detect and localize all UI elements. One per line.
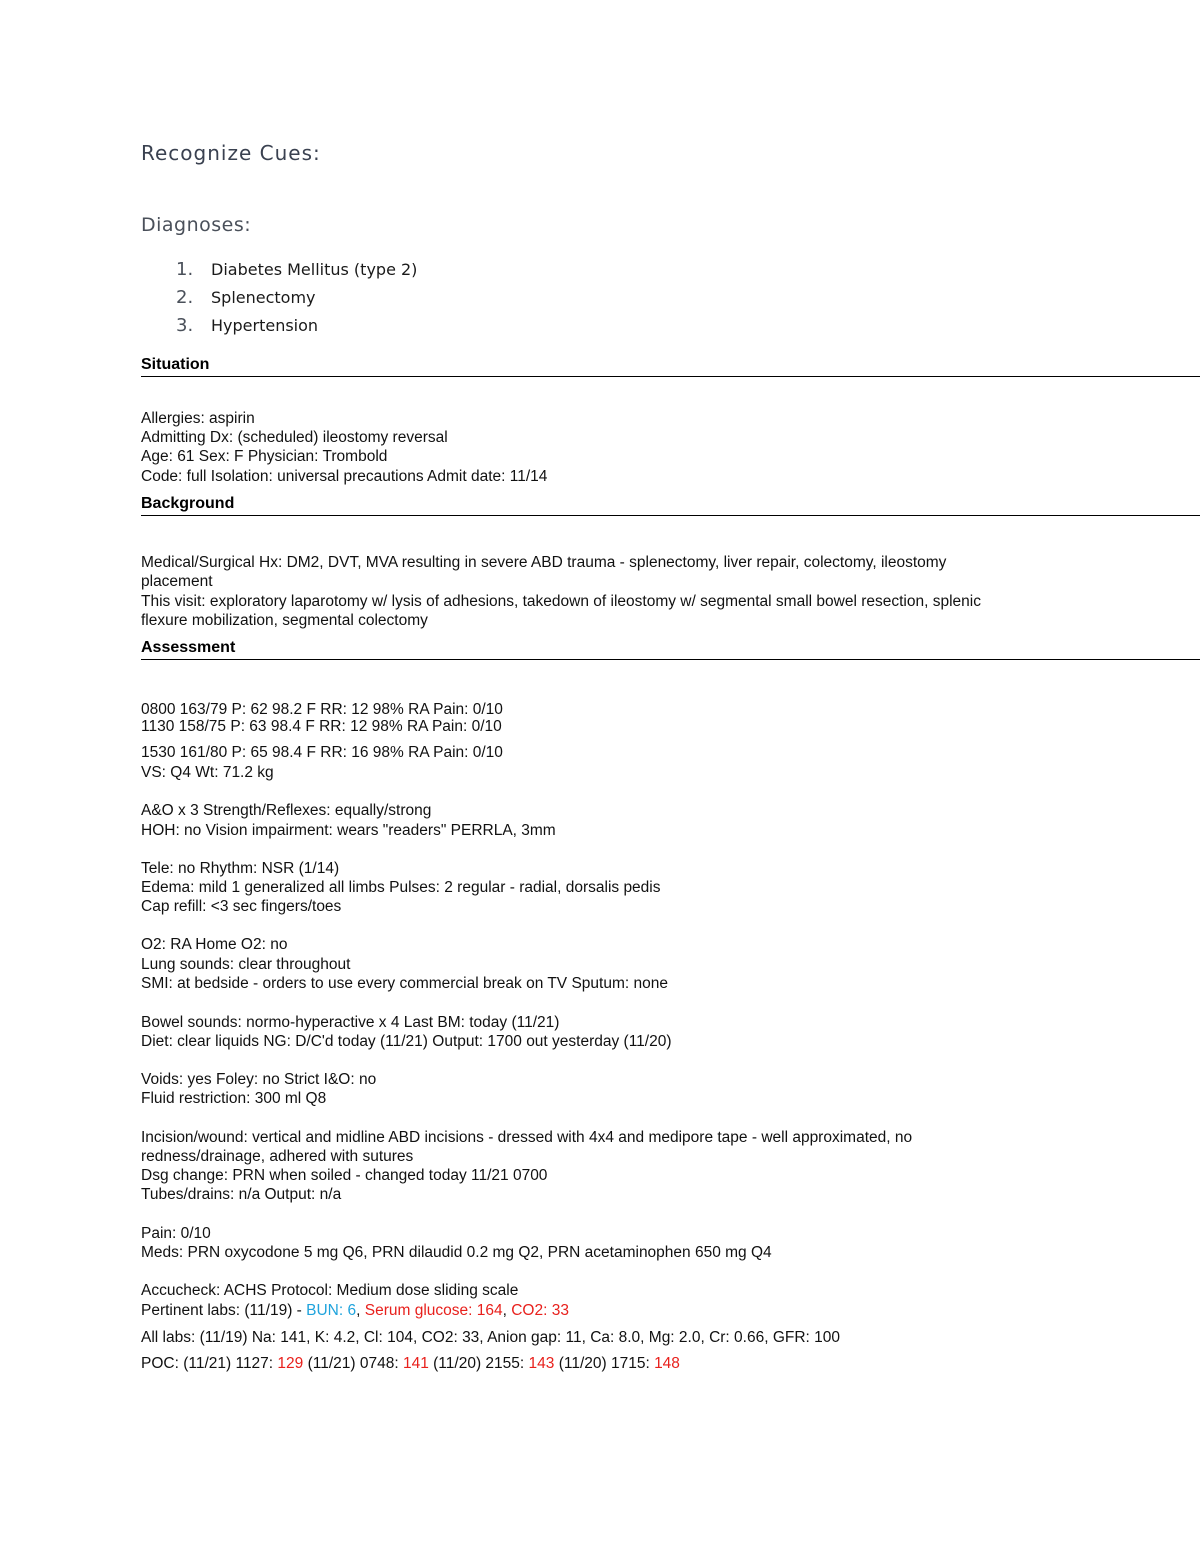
vitals-line: 1130 158/75 P: 63 98.4 F RR: 12 98% RA Pain: 0/10 xyxy=(141,718,502,735)
poc-value: 148 xyxy=(654,1355,680,1372)
cardiac-line: Cap refill: <3 sec fingers/toes xyxy=(141,898,342,915)
skin-line: Incision/wound: vertical and midline ABD incisions - dressed with 4x4 and medipore tape - well approximated, no xyxy=(141,1129,913,1146)
accucheck-line: Accucheck: ACHS Protocol: Medium dose sliding scale xyxy=(141,1282,519,1299)
situation-heading: Situation xyxy=(141,355,1200,377)
diagnosis-text: Splenectomy xyxy=(211,288,316,307)
diagnosis-text: Hypertension xyxy=(211,316,319,335)
pain-line: Meds: PRN oxycodone 5 mg Q6, PRN dilaudid 0.2 mg Q2, PRN acetaminophen 650 mg Q4 xyxy=(141,1244,772,1261)
diagnosis-text: Diabetes Mellitus (type 2) xyxy=(211,260,418,279)
neuro-line: HOH: no Vision impairment: wears "readers" PERRLA, 3mm xyxy=(141,822,556,839)
vitals-line: 1530 161/80 P: 65 98.4 F RR: 16 98% RA Pain: 0/10 xyxy=(141,744,503,761)
separator: , xyxy=(356,1302,365,1319)
diagnoses-heading: Diagnoses: xyxy=(141,214,252,236)
co2-value: CO2: 33 xyxy=(511,1302,569,1319)
situation-line: Allergies: aspirin xyxy=(141,410,255,427)
neuro-line: A&O x 3 Strength/Reflexes: equally/strong xyxy=(141,802,432,819)
list-item xyxy=(176,284,417,312)
assessment-heading: Assessment xyxy=(141,638,1200,660)
poc-text: (11/21) 0748: xyxy=(303,1355,403,1372)
pertinent-labs-line xyxy=(141,1301,569,1320)
gi-line: Diet: clear liquids NG: D/C'd today (11/21) Output: 1700 out yesterday (11/20) xyxy=(141,1033,672,1050)
background-line: This visit: exploratory laparotomy w/ lysis of adhesions, takedown of ileostomy w/ segmental small bowel resection, splenic xyxy=(141,593,981,610)
skin-line: Tubes/drains: n/a Output: n/a xyxy=(141,1186,342,1203)
poc-value: 129 xyxy=(277,1355,304,1372)
background-line: placement xyxy=(141,573,213,590)
poc-text: (11/20) 1715: xyxy=(554,1355,655,1372)
gu-line: Voids: yes Foley: no Strict I&O: no xyxy=(141,1071,377,1088)
gu-line: Fluid restriction: 300 ml Q8 xyxy=(141,1090,327,1107)
list-number: 1. xyxy=(176,259,194,280)
situation-line: Code: full Isolation: universal precautions Admit date: 11/14 xyxy=(141,468,548,485)
poc-value: 141 xyxy=(402,1355,429,1372)
skin-line: Dsg change: PRN when soiled - changed today 11/21 0700 xyxy=(141,1167,548,1184)
list-item xyxy=(176,256,417,284)
list-number: 2. xyxy=(176,287,194,308)
page-title: Recognize Cues: xyxy=(141,141,321,165)
cardiac-line: Tele: no Rhythm: NSR (1/14) xyxy=(141,860,340,877)
background-line: flexure mobilization, segmental colectomy xyxy=(141,612,428,629)
glucose-value: Serum glucose: 164 xyxy=(364,1302,503,1319)
poc-value: 143 xyxy=(528,1355,555,1372)
resp-line: SMI: at bedside - orders to use every commercial break on TV Sputum: none xyxy=(141,975,668,992)
pain-line: Pain: 0/10 xyxy=(141,1225,211,1242)
poc-text: (11/20) 2155: xyxy=(428,1355,529,1372)
vitals-line: 0800 163/79 P: 62 98.2 F RR: 12 98% RA Pain: 0/10 xyxy=(141,701,503,718)
gi-line: Bowel sounds: normo-hyperactive x 4 Last BM: today (11/21) xyxy=(141,1014,560,1031)
diagnoses-list xyxy=(176,256,417,340)
poc-line xyxy=(141,1354,680,1373)
resp-line: O2: RA Home O2: no xyxy=(141,936,288,953)
bun-value: BUN: 6 xyxy=(306,1302,357,1319)
vitals-line: VS: Q4 Wt: 71.2 kg xyxy=(141,764,274,781)
resp-line: Lung sounds: clear throughout xyxy=(141,956,351,973)
all-labs-line: All labs: (11/19) Na: 141, K: 4.2, Cl: 104, CO2: 33, Anion gap: 11, Ca: 8.0, Mg: 2.0, Cr: 0.66, GFR: 100 xyxy=(141,1329,841,1346)
background-heading: Background xyxy=(141,494,1200,516)
poc-text: POC: (11/21) 1127: xyxy=(141,1355,278,1372)
situation-line: Age: 61 Sex: F Physician: Trombold xyxy=(141,448,388,465)
separator: , xyxy=(502,1302,512,1319)
situation-line: Admitting Dx: (scheduled) ileostomy reversal xyxy=(141,429,448,446)
list-item xyxy=(176,312,417,340)
list-number: 3. xyxy=(176,315,194,336)
skin-line: redness/drainage, adhered with sutures xyxy=(141,1148,414,1165)
background-line: Medical/Surgical Hx: DM2, DVT, MVA resulting in severe ABD trauma - splenectomy, liver repair, colectomy, ileostomy xyxy=(141,554,947,571)
pertinent-labs-prefix: Pertinent labs: (11/19) - xyxy=(141,1302,307,1319)
cardiac-line: Edema: mild 1 generalized all limbs Pulses: 2 regular - radial, dorsalis pedis xyxy=(141,879,661,896)
